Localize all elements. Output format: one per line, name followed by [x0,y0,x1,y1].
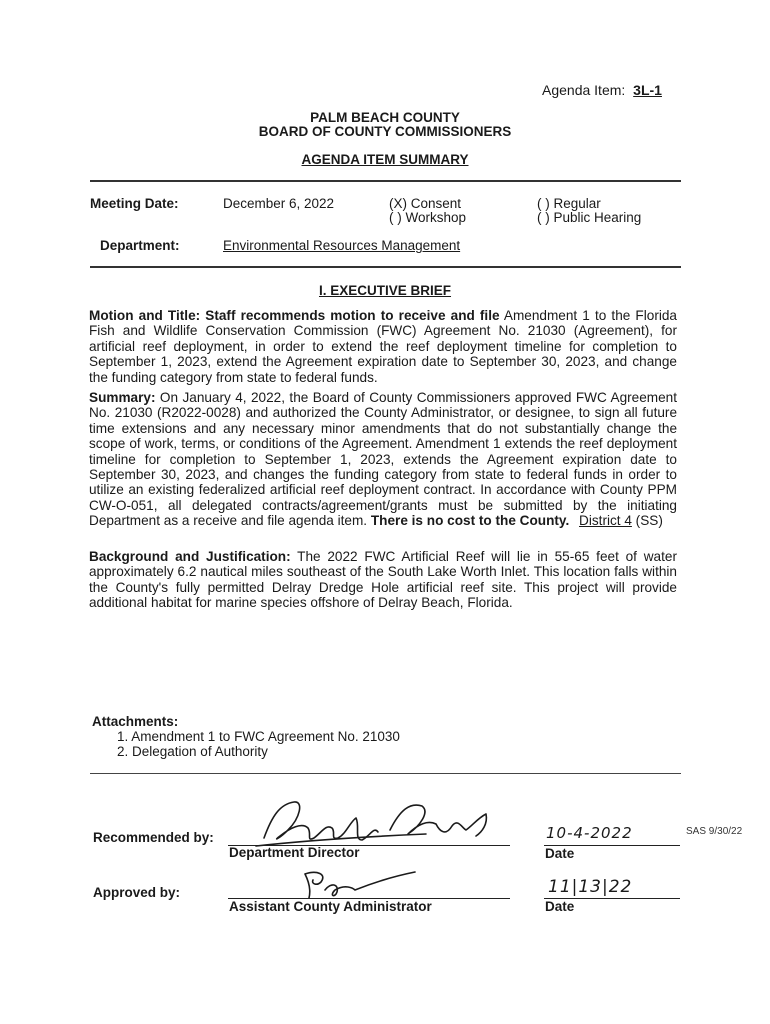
board-name: BOARD OF COUNTY COMMISSIONERS [258,124,512,139]
summary-label: Summary: [89,390,156,405]
summary-paragraph [89,390,677,529]
summary-text: On January 4, 2022, the Board of County Commissioners approved FWC Agreement No. 21030 (R2022-0028) and authorized the County Administrator, or designee, to sign all future time extensions and any necessary minor amendments that do not substantially change the scope of work, terms, or conditions of the Agreement. Amendment 1 extends the reef deployment timeline for completion to September 1, 2023, extends the Agreement expiration date to September 30, 2023, and changes the funding category from state to federal funds in order to utilize an existing federalized artificial reef deployment contract. In accordance with County PPM CW-O-051, all delegated contracts/agreement/grants must be submitted by the initiating Department as a receive and file agenda item. [89,390,677,529]
background-paragraph [89,549,677,611]
summary-title: AGENDA ITEM SUMMARY [301,152,469,167]
approved-by-label: Approved by: [93,885,181,900]
agenda-item-number [542,82,662,98]
initials-stamp: SAS 9/30/22 [686,826,743,837]
attachment-item: 1. Amendment 1 to FWC Agreement No. 21030 [117,729,400,744]
meeting-date: December 6, 2022 [223,196,335,211]
recommended-date: 10-4-2022 [546,824,633,842]
recommended-by-label: Recommended by: [93,830,214,845]
motion-paragraph [89,308,677,385]
meeting-date-label: Meeting Date: [90,196,179,211]
mid-rule [90,266,681,268]
district: District 4 [579,513,632,529]
director-signature [250,796,500,858]
assistant-county-administrator-role: Assistant County Administrator [229,899,432,914]
approved-date: 11|13|22 [548,877,633,897]
department-label: Department: [100,238,180,253]
administrator-signature [295,866,425,902]
department-name: Environmental Resources Management [223,238,461,253]
no-cost-statement: There is no cost to the County. [370,513,570,529]
agenda-item-label: Agenda Item: [542,82,626,98]
background-text: The 2022 FWC Artificial Reef will lie in 55-65 feet of water approximately 6.2 nautical miles southeast of the South Lake Worth Inlet. This location falls within the County's fully permitted Delray Dredge Hole artificial reef site. This project will provide additional habitat for marine species offshore of Delray Beach, Florida. [89,549,677,611]
agenda-item-value: 3L-1 [633,82,662,98]
attachment-item: 2. Delegation of Authority [117,744,268,759]
section-title: I. EXECUTIVE BRIEF [318,283,452,298]
top-rule [90,180,681,182]
motion-label: Motion and Title: Staff recommends motion to receive and file [89,308,500,323]
public-hearing-option: ( ) Public Hearing [537,210,642,225]
background-label: Background and Justification: [89,549,291,564]
attachments-label: Attachments: [92,714,179,729]
recommended-date-label: Date [545,846,575,861]
consent-option: (X) Consent [389,196,462,211]
motion-text: Amendment 1 to the Florida Fish and Wildlife Conservation Commission (FWC) Agreement No. 21030 (Agreement), for artificial reef deployment, in order to extend the reef deployment timeline for completion to September 1, 2023, extend the Agreement expiration date to September 30, 2023, and change the funding category from state to federal funds. [89,308,677,385]
county-name: PALM BEACH COUNTY [310,110,460,125]
approved-date-label: Date [545,899,575,914]
department-director-role: Department Director [229,845,360,860]
workshop-option: ( ) Workshop [389,210,467,225]
attachments-rule [90,773,681,774]
district-suffix: (SS) [631,513,663,529]
regular-option: ( ) Regular [537,196,601,211]
